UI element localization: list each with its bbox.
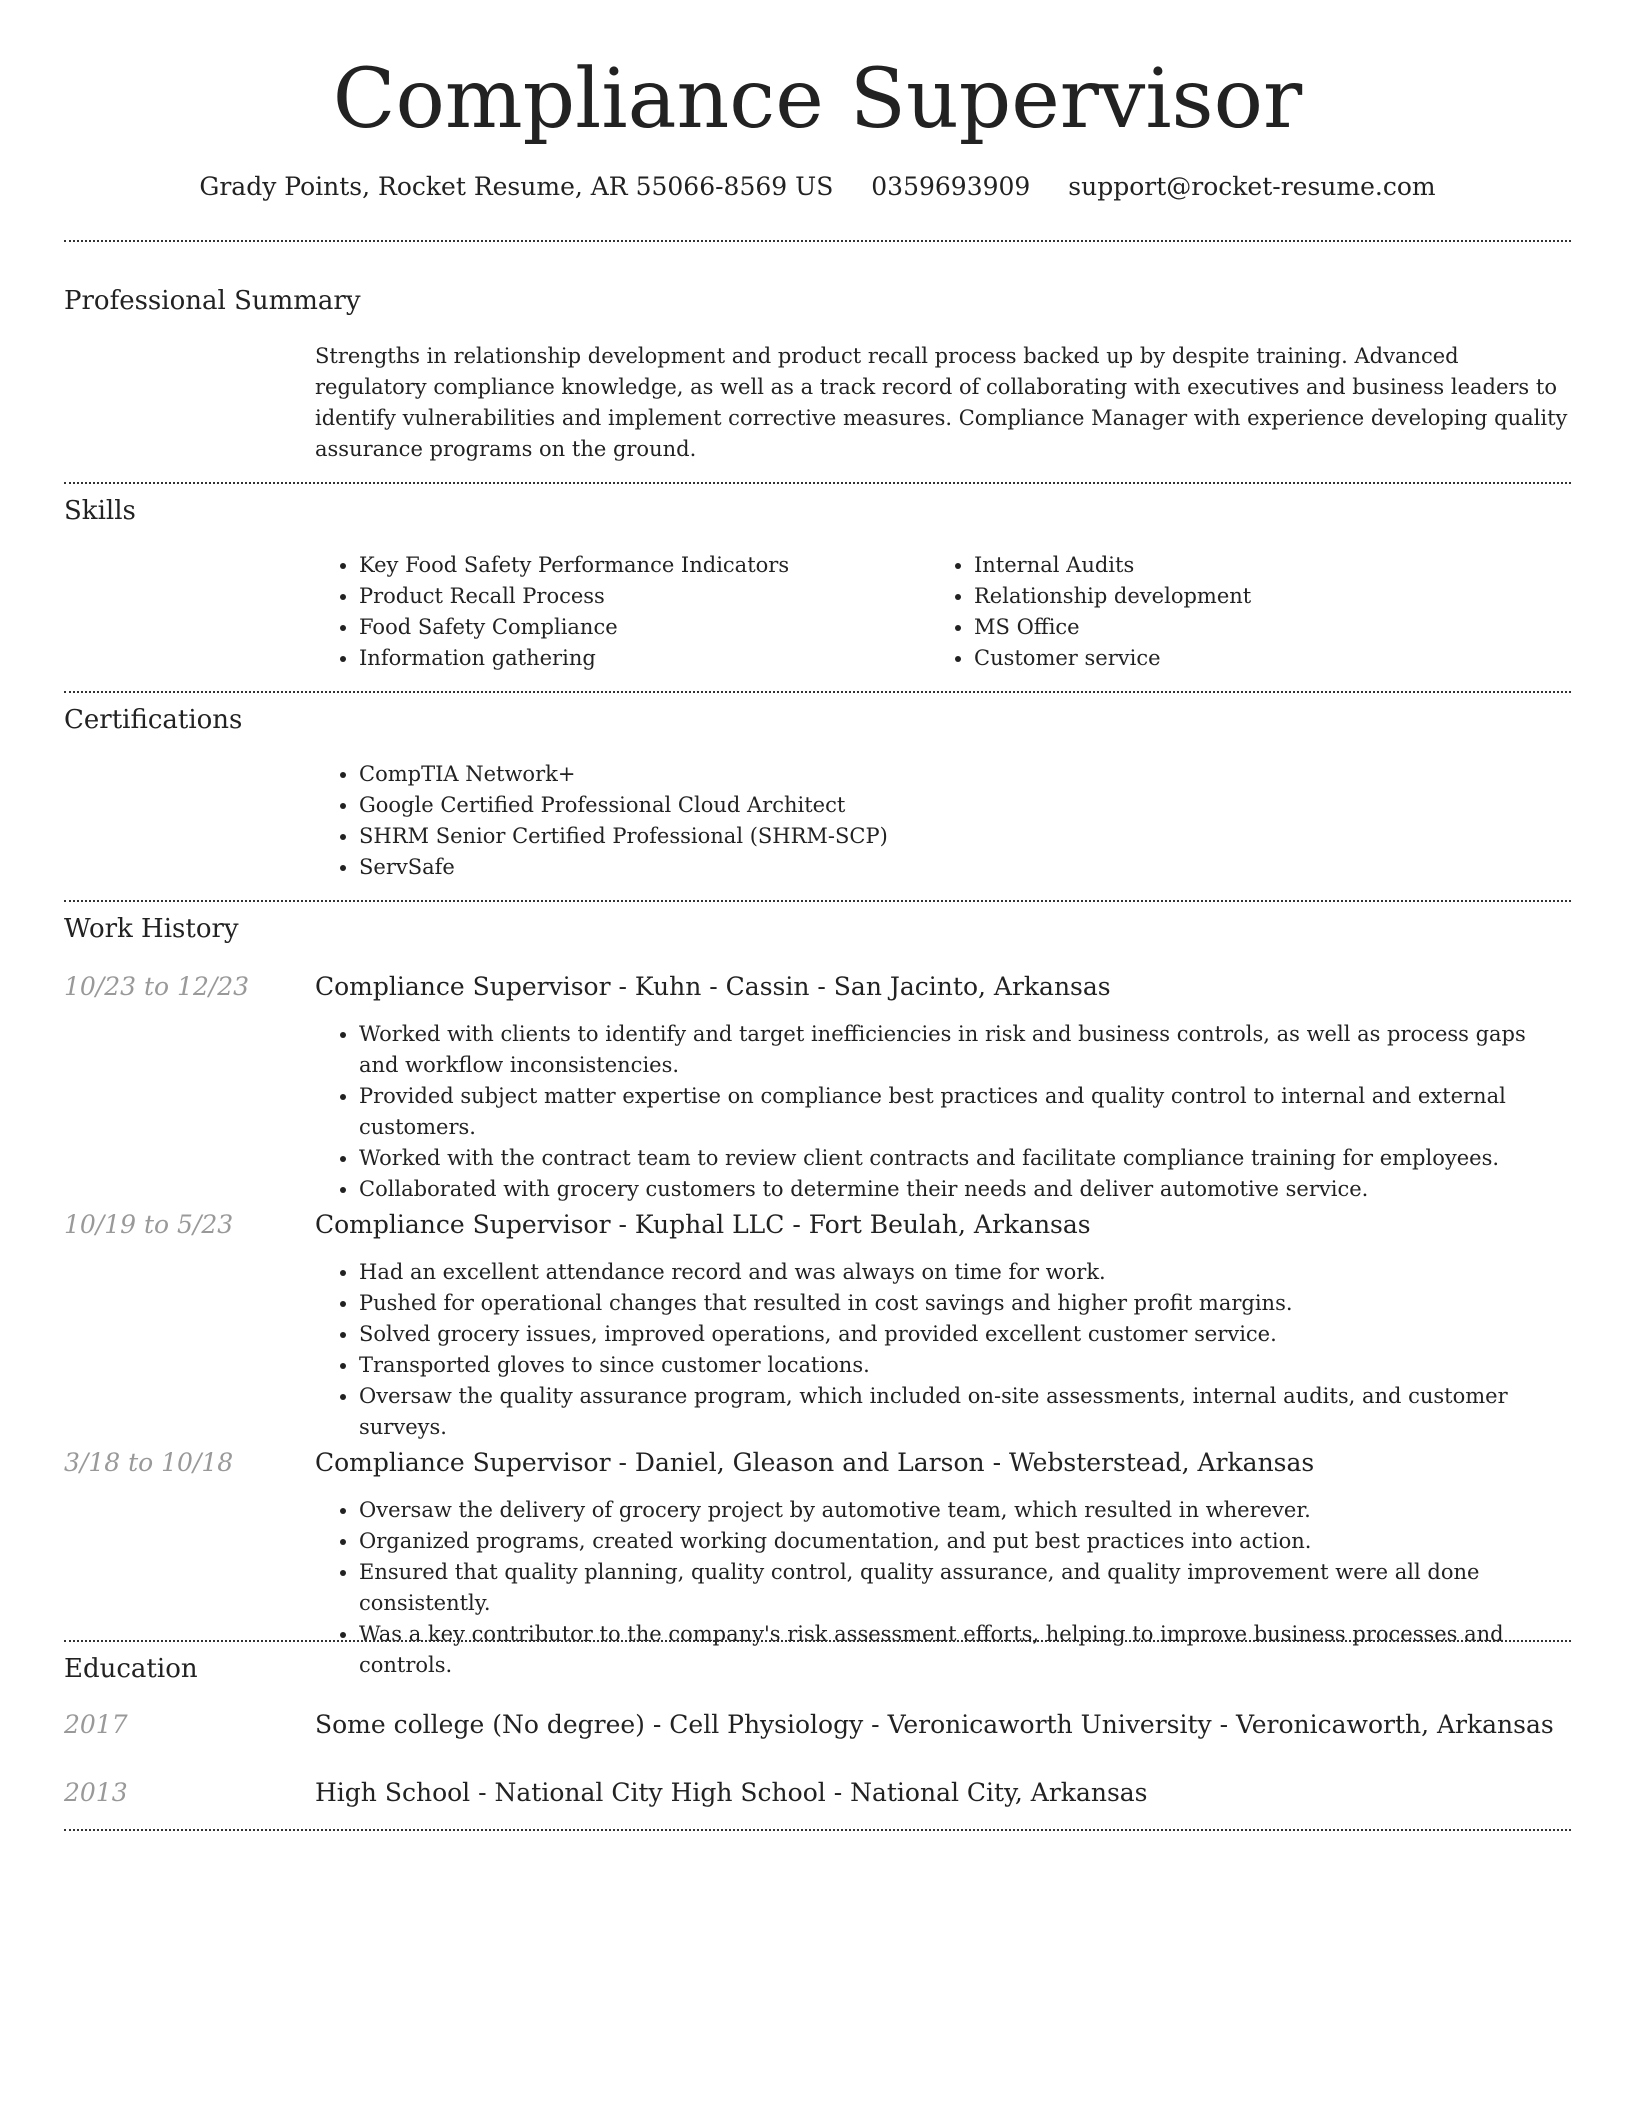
job-bullets [315,1019,1571,1205]
section-title-certifications: Certifications [64,705,243,735]
education-entry: Some college (No degree) - Cell Physiology - Veronicaworth University - Veronicaworth, Arkansas [315,1710,1554,1739]
divider [64,1640,1571,1642]
job-dates: 10/23 to 12/23 [64,972,250,1001]
job-bullet: • Provided subject matter expertise on compliance best practices and quality control to internal and external customers. [359,1081,1571,1143]
job-title: Compliance Supervisor - Kuhn - Cassin - San Jacinto, Arkansas [315,972,1111,1001]
divider [64,691,1571,693]
job-bullet: • Solved grocery issues, improved operations, and provided excellent customer service. [359,1319,1571,1350]
skill-item: • Information gathering [359,643,915,674]
job-bullets [315,1257,1571,1443]
skills-list-left [315,550,915,674]
job-bullet: • Ensured that quality planning, quality control, quality assurance, and quality improvement were all done consistently. [359,1557,1571,1619]
job-bullets [315,1495,1571,1681]
skill-item: • Relationship development [974,581,1530,612]
divider [64,900,1571,902]
job-bullet: • Was a key contributor to the company's risk assessment efforts, helping to improve business processes and controls. [359,1619,1571,1681]
job-bullet: • Transported gloves to since customer locations. [359,1350,1571,1381]
skills-list-right [930,550,1530,674]
skill-item: • Product Recall Process [359,581,915,612]
skill-item: • Key Food Safety Performance Indicators [359,550,915,581]
job-bullet: • Worked with clients to identify and target inefficiencies in risk and business controls, as well as process gaps and workflow inconsistencies. [359,1019,1571,1081]
resume-name: Compliance Supervisor [332,52,1303,147]
job-bullet: • Collaborated with grocery customers to determine their needs and deliver automotive service. [359,1174,1571,1205]
job-bullet: • Oversaw the quality assurance program, which included on-site assessments, internal audits, and customer surveys. [359,1381,1571,1443]
certification-item: • Google Certified Professional Cloud Architect [359,790,1571,821]
divider [64,240,1571,242]
summary-text: Strengths in relationship development and product recall process backed up by despite training. Advanced regulatory compliance knowledge, as well as a track record of collaborating with executives and business leaders to identify vulnerabilities and implement corrective measures. Compliance Manager with experience developing quality assurance programs on the ground. [315,344,1568,461]
skill-item: • Customer service [974,643,1530,674]
job-dates: 10/19 to 5/23 [64,1210,234,1239]
job-dates: 3/18 to 10/18 [64,1448,234,1477]
contact-address: Grady Points, Rocket Resume, AR 55066-8569 US [199,172,834,201]
job-title: Compliance Supervisor - Kuphal LLC - Fort Beulah, Arkansas [315,1210,1091,1239]
education-year: 2017 [64,1710,128,1739]
skill-item: • MS Office [974,612,1530,643]
section-title-work-history: Work History [64,914,239,944]
skill-item: • Internal Audits [974,550,1530,581]
job-title: Compliance Supervisor - Daniel, Gleason and Larson - Websterstead, Arkansas [315,1448,1315,1477]
contact-phone: 0359693909 [871,172,1031,201]
divider [64,482,1571,484]
education-year: 2013 [64,1778,128,1807]
job-bullet: • Worked with the contract team to review client contracts and facilitate compliance training for employees. [359,1143,1571,1174]
job-bullet: • Pushed for operational changes that resulted in cost savings and higher profit margins. [359,1288,1571,1319]
contact-email: support@rocket-resume.com [1068,172,1436,201]
job-bullet: • Oversaw the delivery of grocery project by automotive team, which resulted in wherever. [359,1495,1571,1526]
skill-item: • Food Safety Compliance [359,612,915,643]
divider [64,1829,1571,1831]
section-title-summary: Professional Summary [64,286,361,316]
job-bullet: • Organized programs, created working documentation, and put best practices into action. [359,1526,1571,1557]
contact-line [64,170,1571,204]
certification-item: • ServSafe [359,852,1571,883]
job-bullet: • Had an excellent attendance record and was always on time for work. [359,1257,1571,1288]
certification-item: • CompTIA Network+ [359,759,1571,790]
education-entry: High School - National City High School - National City, Arkansas [315,1778,1148,1807]
certifications-list [315,759,1571,883]
section-title-skills: Skills [64,496,136,526]
certification-item: • SHRM Senior Certified Professional (SHRM-SCP) [359,821,1571,852]
section-title-education: Education [64,1654,198,1684]
